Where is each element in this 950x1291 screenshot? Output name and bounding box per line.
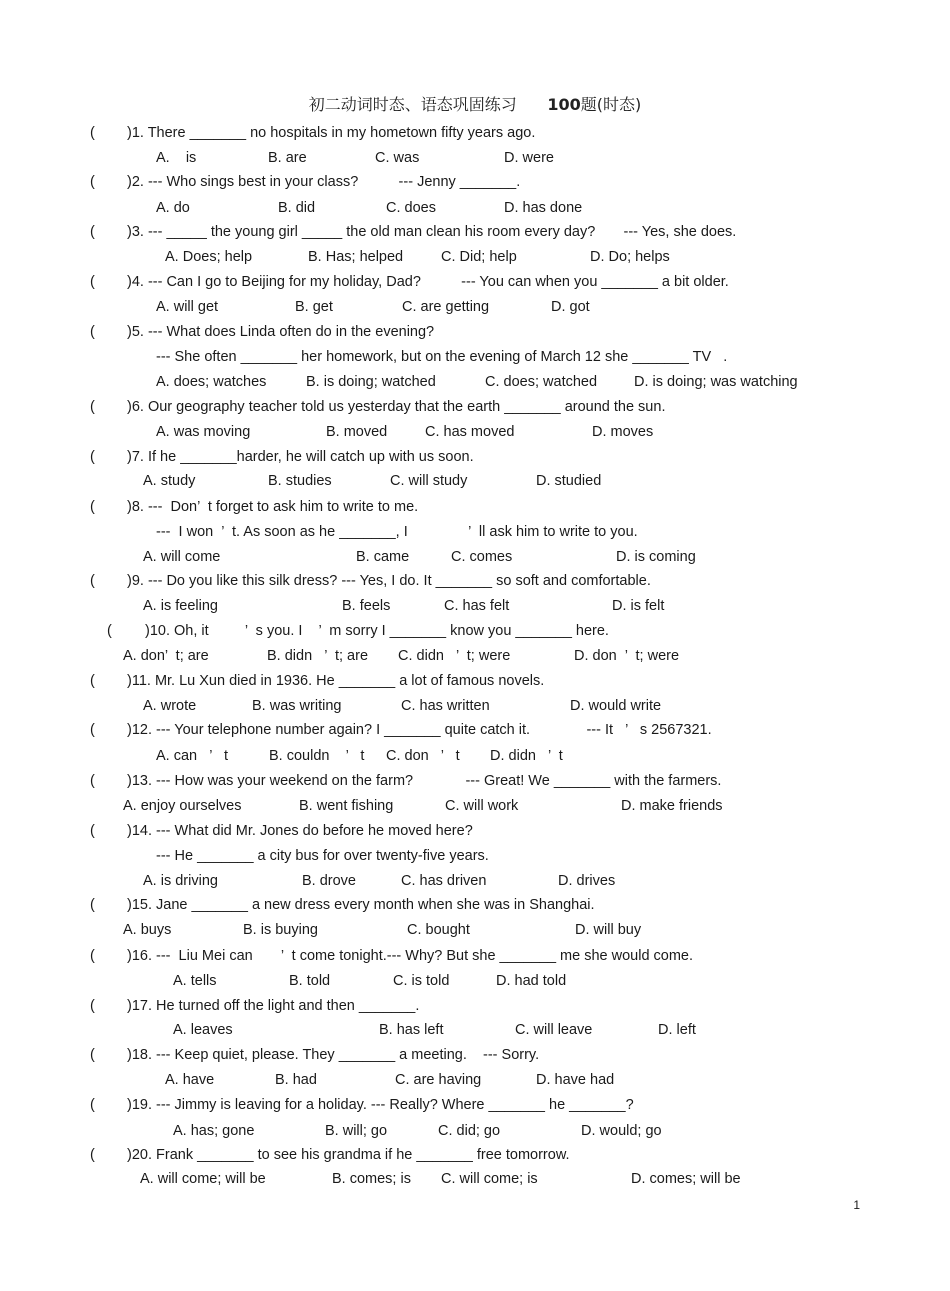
question-2: )2. --- Who sings best in your class? --- Jenny _______.: [127, 174, 521, 190]
answer-paren: (: [90, 897, 95, 913]
page-number: 1: [853, 1198, 860, 1212]
question-20: )20. Frank _______ to see his grandma if he _______ free tomorrow.: [127, 1147, 570, 1163]
option-a: A. tells: [173, 973, 217, 989]
option-d: D. has done: [504, 200, 583, 216]
option-c: C. will work: [445, 798, 519, 814]
option-a: A. will come: [143, 549, 221, 565]
option-d: D. make friends: [621, 798, 723, 814]
answer-paren: (: [90, 722, 95, 738]
option-d: D. left: [658, 1022, 696, 1038]
answer-paren: (: [90, 399, 95, 415]
option-b: B. had: [275, 1072, 317, 1088]
answer-paren: (: [90, 324, 95, 340]
option-b: B. was writing: [252, 698, 342, 714]
answer-paren: (: [90, 573, 95, 589]
option-b: B. Has; helped: [308, 249, 404, 265]
title-count: 100: [547, 95, 581, 114]
answer-paren: (: [90, 773, 95, 789]
option-a: A. is feeling: [143, 598, 218, 614]
option-b: B. get: [295, 299, 333, 315]
option-a: A. has; gone: [173, 1123, 255, 1139]
option-b: B. has left: [379, 1022, 444, 1038]
answer-paren: (: [90, 174, 95, 190]
option-c: C. does; watched: [485, 374, 598, 390]
question-12: )12. --- Your telephone number again? I _______ quite catch it. --- It ’ s 2567321.: [127, 722, 712, 738]
answer-paren: (: [90, 499, 95, 515]
option-b: B. came: [356, 549, 410, 565]
option-b: B. is doing; watched: [306, 374, 436, 390]
option-b: B. is buying: [243, 922, 318, 938]
option-a: A. have: [165, 1072, 215, 1088]
answer-paren: (: [90, 673, 95, 689]
answer-paren: (: [90, 125, 95, 141]
answer-paren: (: [90, 948, 95, 964]
option-a: A. don’ t; are: [123, 648, 209, 664]
option-b: B. will; go: [325, 1123, 388, 1139]
option-d: D. got: [551, 299, 590, 315]
option-c: C. are having: [395, 1072, 482, 1088]
option-d: D. is coming: [616, 549, 696, 565]
question-1: )1. There _______ no hospitals in my hometown fifty years ago.: [127, 125, 536, 141]
option-d: D. had told: [496, 973, 567, 989]
question-16: )16. --- Liu Mei can ’ t come tonight.--- Why? But she _______ me she would come.: [127, 948, 694, 964]
answer-paren: (: [90, 823, 95, 839]
option-d: D. is doing; was watching: [634, 374, 798, 390]
question-6: )6. Our geography teacher told us yesterday that the earth _______ around the sun.: [127, 399, 666, 415]
option-c: C. don ’ t: [386, 748, 460, 764]
option-a: A. is driving: [143, 873, 218, 889]
question-15: )15. Jane _______ a new dress every month when she was in Shanghai.: [127, 897, 595, 913]
option-b: B. went fishing: [299, 798, 394, 814]
option-b: B. didn ’ t; are: [267, 648, 369, 664]
option-d: D. will buy: [575, 922, 642, 938]
option-a: A. wrote: [143, 698, 197, 714]
question-9: )9. --- Do you like this silk dress? --- Yes, I do. It _______ so soft and comfortable.: [127, 573, 651, 589]
option-b: B. moved: [326, 424, 388, 440]
option-d: D. drives: [558, 873, 616, 889]
option-c: C. was: [375, 150, 420, 166]
option-c: C. will study: [390, 473, 468, 489]
answer-paren: (: [90, 998, 95, 1014]
option-c: C. has moved: [425, 424, 515, 440]
question-8: )8. --- Don’ t forget to ask him to write to me.: [127, 499, 419, 515]
option-a: A. will come; will be: [140, 1171, 266, 1187]
answer-paren: (: [90, 274, 95, 290]
question-8-line2: --- I won ’ t. As soon as he _______, I ’ ll ask him to write to you.: [156, 524, 638, 540]
option-b: B. did: [278, 200, 316, 216]
option-c: C. are getting: [402, 299, 490, 315]
option-a: A. leaves: [173, 1022, 233, 1038]
option-b: B. drove: [302, 873, 356, 889]
option-c: C. has driven: [401, 873, 487, 889]
question-5: )5. --- What does Linda often do in the evening?: [127, 324, 435, 340]
option-d: D. moves: [592, 424, 654, 440]
question-14-line2: --- He _______ a city bus for over twenty-five years.: [156, 848, 489, 864]
question-4: )4. --- Can I go to Beijing for my holiday, Dad? --- You can when you _______ a bit older.: [127, 274, 729, 290]
option-d: D. didn ’ t: [490, 748, 563, 764]
option-d: D. comes; will be: [631, 1171, 741, 1187]
answer-paren: (: [90, 1047, 95, 1063]
option-d: D. studied: [536, 473, 602, 489]
answer-paren: (: [90, 449, 95, 465]
answer-paren: (: [107, 623, 112, 639]
option-a: A. will get: [156, 299, 219, 315]
answer-paren: (: [90, 1097, 95, 1113]
question-18: )18. --- Keep quiet, please. They _______ a meeting. --- Sorry.: [127, 1047, 540, 1063]
title-tail: 题(时态): [580, 95, 642, 114]
option-a: A. do: [156, 200, 190, 216]
question-7: )7. If he _______harder, he will catch up with us soon.: [127, 449, 474, 465]
option-a: A. study: [143, 473, 196, 489]
answer-paren: (: [90, 1147, 95, 1163]
option-b: B. feels: [342, 598, 391, 614]
option-a: A. enjoy ourselves: [123, 798, 242, 814]
option-b: B. studies: [268, 473, 332, 489]
option-c: C. will come; is: [441, 1171, 538, 1187]
option-c: C. does: [386, 200, 436, 216]
option-d: D. don ’ t; were: [574, 648, 680, 664]
option-c: C. is told: [393, 973, 450, 989]
option-c: C. has written: [401, 698, 490, 714]
question-17: )17. He turned off the light and then _______.: [127, 998, 420, 1014]
option-c: C. Did; help: [441, 249, 517, 265]
option-b: B. told: [289, 973, 331, 989]
question-3: )3. --- _____ the young girl _____ the old man clean his room every day? --- Yes, she does.: [127, 224, 737, 240]
option-c: C. has felt: [444, 598, 510, 614]
answer-paren: (: [90, 224, 95, 240]
option-c: C. didn ’ t; were: [398, 648, 511, 664]
option-c: C. did; go: [438, 1123, 501, 1139]
option-a: A. can ’ t: [156, 748, 228, 764]
question-10: )10. Oh, it ’ s you. I ’ m sorry I _______ know you _______ here.: [145, 623, 609, 639]
option-a: A. does; watches: [156, 374, 267, 390]
option-c: C. comes: [451, 549, 513, 565]
option-d: D. were: [504, 150, 554, 166]
option-d: D. have had: [536, 1072, 615, 1088]
question-19: )19. --- Jimmy is leaving for a holiday. --- Really? Where _______ he _______?: [127, 1097, 634, 1113]
title-main: 初二动词时态、语态巩固练习: [308, 95, 517, 114]
option-c: C. bought: [407, 922, 470, 938]
question-11: )11. Mr. Lu Xun died in 1936. He _______ a lot of famous novels.: [127, 673, 545, 689]
option-a: A. buys: [123, 922, 172, 938]
option-b: B. are: [268, 150, 307, 166]
option-d: D. would write: [570, 698, 662, 714]
page-title: [0, 92, 950, 115]
question-13: )13. --- How was your weekend on the farm? --- Great! We _______ with the farmers.: [127, 773, 722, 789]
option-a: A. was moving: [156, 424, 251, 440]
option-b: B. couldn ’ t: [269, 748, 365, 764]
question-5-line2: --- She often _______ her homework, but on the evening of March 12 she _______ TV .: [156, 349, 728, 365]
option-d: D. is felt: [612, 598, 665, 614]
option-d: D. would; go: [581, 1123, 662, 1139]
option-c: C. will leave: [515, 1022, 593, 1038]
option-a: A. Does; help: [165, 249, 253, 265]
option-b: B. comes; is: [332, 1171, 411, 1187]
option-a: A. is: [156, 150, 197, 166]
question-14: )14. --- What did Mr. Jones do before he moved here?: [127, 823, 473, 839]
option-d: D. Do; helps: [590, 249, 670, 265]
